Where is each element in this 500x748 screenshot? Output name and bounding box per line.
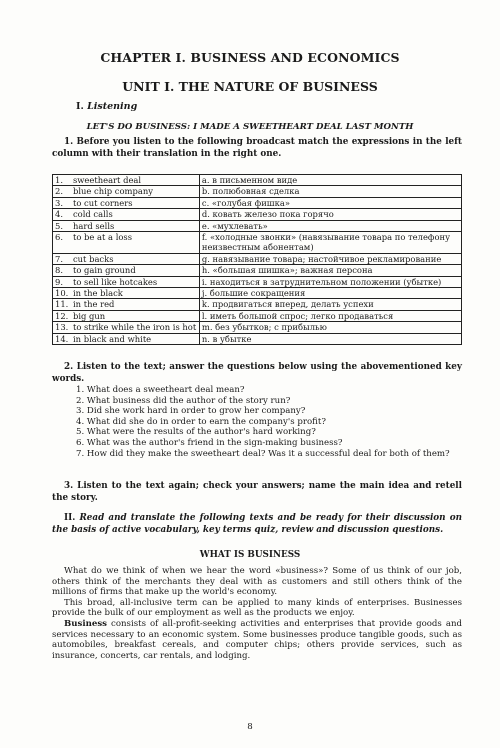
- question-list: [76, 385, 450, 459]
- task-2-instruction: 2. Listen to the text; answer the questions below using the abovementioned key words.: [52, 362, 462, 384]
- vocab-row: [53, 253, 462, 264]
- paragraph-text: consists of all-profit-seeking activities and enterprises that provide goods and services necessary to an economic system. Some businesses produce tangible goods, such as automobiles, breakfast cereals, and computer chips; others provide services, such as insurance, concerts, car rentals, and lodging.: [52, 618, 462, 661]
- vocab-translation: e. «мухлевать»: [199, 220, 461, 231]
- vocab-number: 6.: [53, 232, 71, 254]
- question-item: 2. What business did the author of the story run?: [76, 395, 291, 406]
- paragraph: [52, 619, 462, 661]
- vocab-expression: sweetheart deal: [71, 175, 199, 186]
- vocab-translation: j. большие сокращения: [199, 288, 461, 299]
- vocab-row: [53, 299, 462, 310]
- vocab-number: 5.: [53, 220, 71, 231]
- vocab-number: 7.: [53, 253, 71, 264]
- question-item: 3. Did she work hard in order to grow her company?: [76, 406, 306, 417]
- vocab-expression: big gun: [71, 310, 199, 321]
- vocab-translation: f. «холодные звонки» (навязывание товара по телефону неизвестным абонентам): [199, 232, 461, 254]
- vocabulary-table: [52, 174, 462, 345]
- page-number: 8: [247, 722, 253, 732]
- vocab-number: 1.: [53, 175, 71, 186]
- vocab-number: 3.: [53, 197, 71, 208]
- vocab-expression: cold calls: [71, 209, 199, 220]
- vocab-expression: in the red: [71, 299, 199, 310]
- section-number: II.: [64, 513, 76, 523]
- task-1-instruction: 1. Before you listen to the following broadcast match the expressions in the left column with their translation in the right one.: [52, 137, 462, 159]
- vocab-expression: blue chip company: [71, 186, 199, 197]
- vocab-row: [53, 197, 462, 208]
- vocab-expression: cut backs: [71, 253, 199, 264]
- vocab-expression: to gain ground: [71, 265, 199, 276]
- vocab-number: 9.: [53, 276, 71, 287]
- question-item: 1. What does a sweetheart deal mean?: [76, 385, 245, 395]
- section-number: I.: [76, 101, 84, 112]
- vocab-translation: l. иметь большой спрос; легко продаваться: [199, 310, 461, 321]
- section-ii-text: Read and translate the following texts and be ready for their discussion on the basis of active vocabulary, key terms quiz, review and discussion questions.: [52, 513, 462, 535]
- unit-title: UNIT I. THE NATURE OF BUSINESS: [122, 79, 378, 94]
- vocab-translation: b. полюбовная сделка: [199, 186, 461, 197]
- reading-text-title: WHAT IS BUSINESS: [199, 550, 301, 560]
- reading-text-body: [52, 566, 462, 661]
- vocab-translation: k. продвигаться вперед, делать успехи: [199, 299, 461, 310]
- vocab-translation: c. «голубая фишка»: [199, 197, 461, 208]
- vocab-number: 10.: [53, 288, 71, 299]
- vocab-number: 2.: [53, 186, 71, 197]
- vocab-row: [53, 220, 462, 231]
- task-3-instruction: 3. Listen to the text again; check your answers; name the main idea and retell the story.: [52, 481, 462, 503]
- vocab-expression: in the black: [71, 288, 199, 299]
- vocab-translation: a. в письменном виде: [199, 175, 461, 186]
- vocab-number: 14.: [53, 333, 71, 344]
- vocab-number: 11.: [53, 299, 71, 310]
- vocab-row: [53, 232, 462, 254]
- vocab-translation: i. находиться в затруднительном положении (убытке): [199, 276, 461, 287]
- vocab-expression: to strike while the iron is hot: [71, 322, 199, 333]
- vocab-expression: to sell like hotcakes: [71, 276, 199, 287]
- vocab-expression: to cut corners: [71, 197, 199, 208]
- vocab-translation: h. «большая шишка»; важная персона: [199, 265, 461, 276]
- vocab-row: [53, 276, 462, 287]
- vocab-row: [53, 186, 462, 197]
- paragraph: What do we think of when we hear the word «business»? Some of us think of our job, others think of the merchants they deal with as customers and still others think of the millions of firms that make up the world's economy.: [52, 566, 462, 598]
- vocab-expression: in black and white: [71, 333, 199, 344]
- section-ii-instruction: [52, 513, 462, 536]
- vocab-translation: g. навязывание товара; настойчивое рекламирование: [199, 253, 461, 264]
- key-term: Business: [64, 618, 108, 629]
- vocab-translation: d. ковать железо пока горячо: [199, 209, 461, 220]
- question-item: 7. How did they make the sweetheart deal? Was it a successful deal for both of them?: [76, 448, 450, 459]
- vocab-translation: m. без убытков; с прибылью: [199, 322, 461, 333]
- vocab-expression: to be at a loss: [71, 232, 199, 254]
- vocab-row: [53, 265, 462, 276]
- vocab-row: [53, 322, 462, 333]
- broadcast-title: LET'S DO BUSINESS: I MADE A SWEETHEART DEAL LAST MONTH: [86, 122, 414, 132]
- vocab-expression: hard sells: [71, 220, 199, 231]
- paragraph: This broad, all-inclusive term can be applied to many kinds of enterprises. Businesses provide the bulk of our employment as well as the products we enjoy.: [52, 597, 462, 619]
- question-item: 4. What did she do in order to earn the company's profit?: [76, 416, 326, 427]
- chapter-title: CHAPTER I. BUSINESS AND ECONOMICS: [100, 50, 400, 65]
- section-title: Listening: [87, 101, 138, 112]
- vocab-row: [53, 175, 462, 186]
- vocab-row: [53, 333, 462, 344]
- vocab-number: 4.: [53, 209, 71, 220]
- vocab-number: 12.: [53, 310, 71, 321]
- section-heading-listening: [76, 101, 137, 112]
- vocab-number: 8.: [53, 265, 71, 276]
- vocab-row: [53, 288, 462, 299]
- question-item: 5. What were the results of the author's hard working?: [76, 427, 316, 438]
- question-item: 6. What was the author's friend in the sign-making business?: [76, 437, 343, 448]
- vocab-number: 13.: [53, 322, 71, 333]
- vocab-row: [53, 310, 462, 321]
- vocab-translation: n. в убытке: [199, 333, 461, 344]
- vocab-row: [53, 209, 462, 220]
